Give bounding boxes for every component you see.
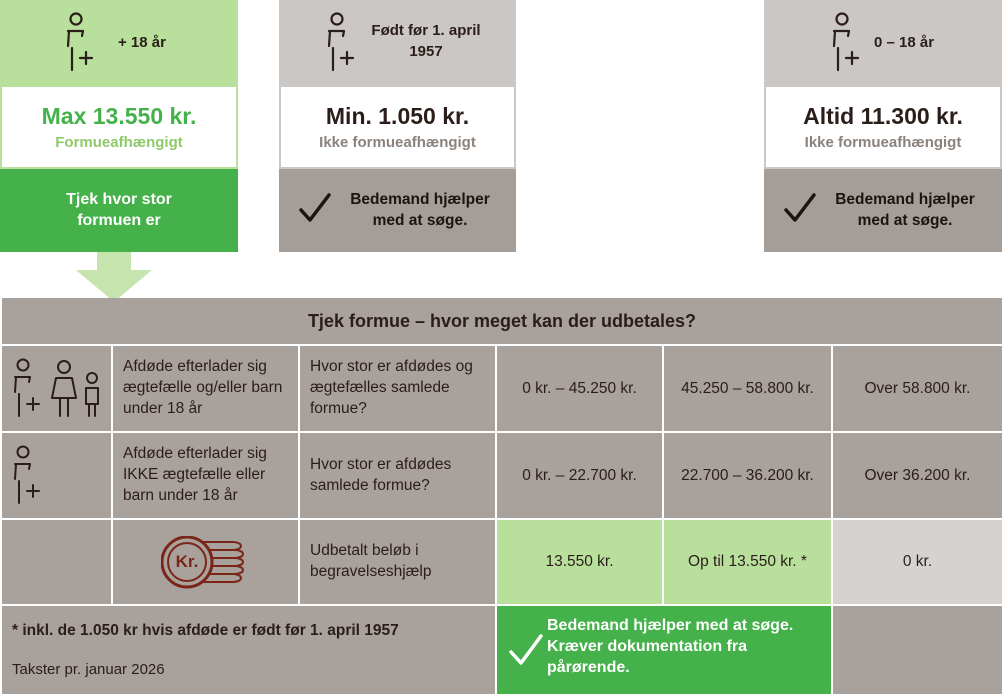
card-adult-header (0, 0, 238, 85)
row1-question: Hvor stor er afdødes og ægtefælles samlede formue? (300, 346, 497, 433)
help-cell (497, 606, 833, 694)
checkmark-icon (509, 634, 543, 666)
card-amount: Max 13.550 kr. (41, 103, 197, 129)
row3-coin-cell (113, 520, 300, 606)
row2-range-high: Over 36.200 kr. (833, 433, 1002, 520)
card-amount-box (0, 85, 238, 169)
row1-range-mid: 45.250 – 58.800 kr. (664, 346, 833, 433)
coin-label: Kr. (175, 552, 199, 571)
row2-description: Afdøde efterlader sig IKKE ægtefælle eller barn under 18 år (113, 433, 300, 520)
card-action-box (764, 169, 1002, 252)
card-child (764, 0, 1002, 252)
row1-range-low: 0 kr. – 45.250 kr. (497, 346, 664, 433)
card-amount: Min. 1.050 kr. (325, 103, 470, 129)
card-criteria: 0 – 18 år (874, 34, 935, 51)
rates-note: Takster pr. januar 2026 (12, 661, 165, 678)
card-amount-box (279, 85, 516, 169)
footer-empty-cell (833, 606, 1002, 694)
card-criteria: + 18 år (118, 34, 166, 51)
payout-none: 0 kr. (833, 520, 1002, 606)
row2-range-low: 0 kr. – 22.700 kr. (497, 433, 664, 520)
person-plus-icon (325, 12, 359, 74)
card-child-header (764, 0, 1002, 85)
card-born-before-1957 (279, 0, 516, 252)
person-plus-icon (830, 12, 864, 74)
footnote-cell (2, 606, 497, 694)
payout-full: 13.550 kr. (497, 520, 664, 606)
footnote: * inkl. de 1.050 kr hvis afdøde er født før 1. april 1957 (12, 622, 399, 639)
table-title: Tjek formue – hvor meget kan der udbetales? (2, 298, 1002, 346)
row2-icon-cell (2, 433, 113, 520)
wealth-table (2, 298, 1002, 694)
row2-question: Hvor stor er afdødes samlede formue? (300, 433, 497, 520)
row1-description: Afdøde efterlader sig ægtefælle og/eller barn under 18 år (113, 346, 300, 433)
row1-range-high: Over 58.800 kr. (833, 346, 1002, 433)
help-text: Bedemand hjælper med at søge. Kræver dokumentation fra pårørende. (547, 617, 794, 676)
card-amount-box (764, 85, 1002, 169)
card-adult (0, 0, 238, 252)
row1-icon-cell (2, 346, 113, 433)
family-icon (12, 358, 104, 420)
payout-label: Udbetalt beløb i begravelseshjælp (300, 520, 497, 606)
checkmark-icon (784, 193, 816, 223)
coin-stack-icon (161, 536, 245, 590)
card-subtitle: Formueafhængigt (55, 134, 183, 151)
person-plus-icon (64, 12, 98, 74)
card-action-box (279, 169, 516, 252)
card-subtitle: Ikke formueafhængigt (804, 134, 962, 151)
card-subtitle: Ikke formueafhængigt (319, 134, 476, 151)
card-criteria: Født før 1. april 1957 (371, 22, 481, 60)
person-plus-icon (12, 445, 46, 507)
card-action-text: Bedemand hjælper med at søge. (835, 191, 975, 229)
card-amount: Altid 11.300 kr. (803, 103, 963, 129)
arrow-down-icon (76, 252, 152, 302)
payout-partial: Op til 13.550 kr. * (664, 520, 833, 606)
card-born-header (279, 0, 516, 85)
row3-empty-cell (2, 520, 113, 606)
check-wealth-button[interactable]: Tjek hvor stor formuen er (0, 169, 238, 252)
card-action-text: Bedemand hjælper med at søge. (350, 191, 490, 229)
row2-range-mid: 22.700 – 36.200 kr. (664, 433, 833, 520)
checkmark-icon (299, 193, 331, 223)
